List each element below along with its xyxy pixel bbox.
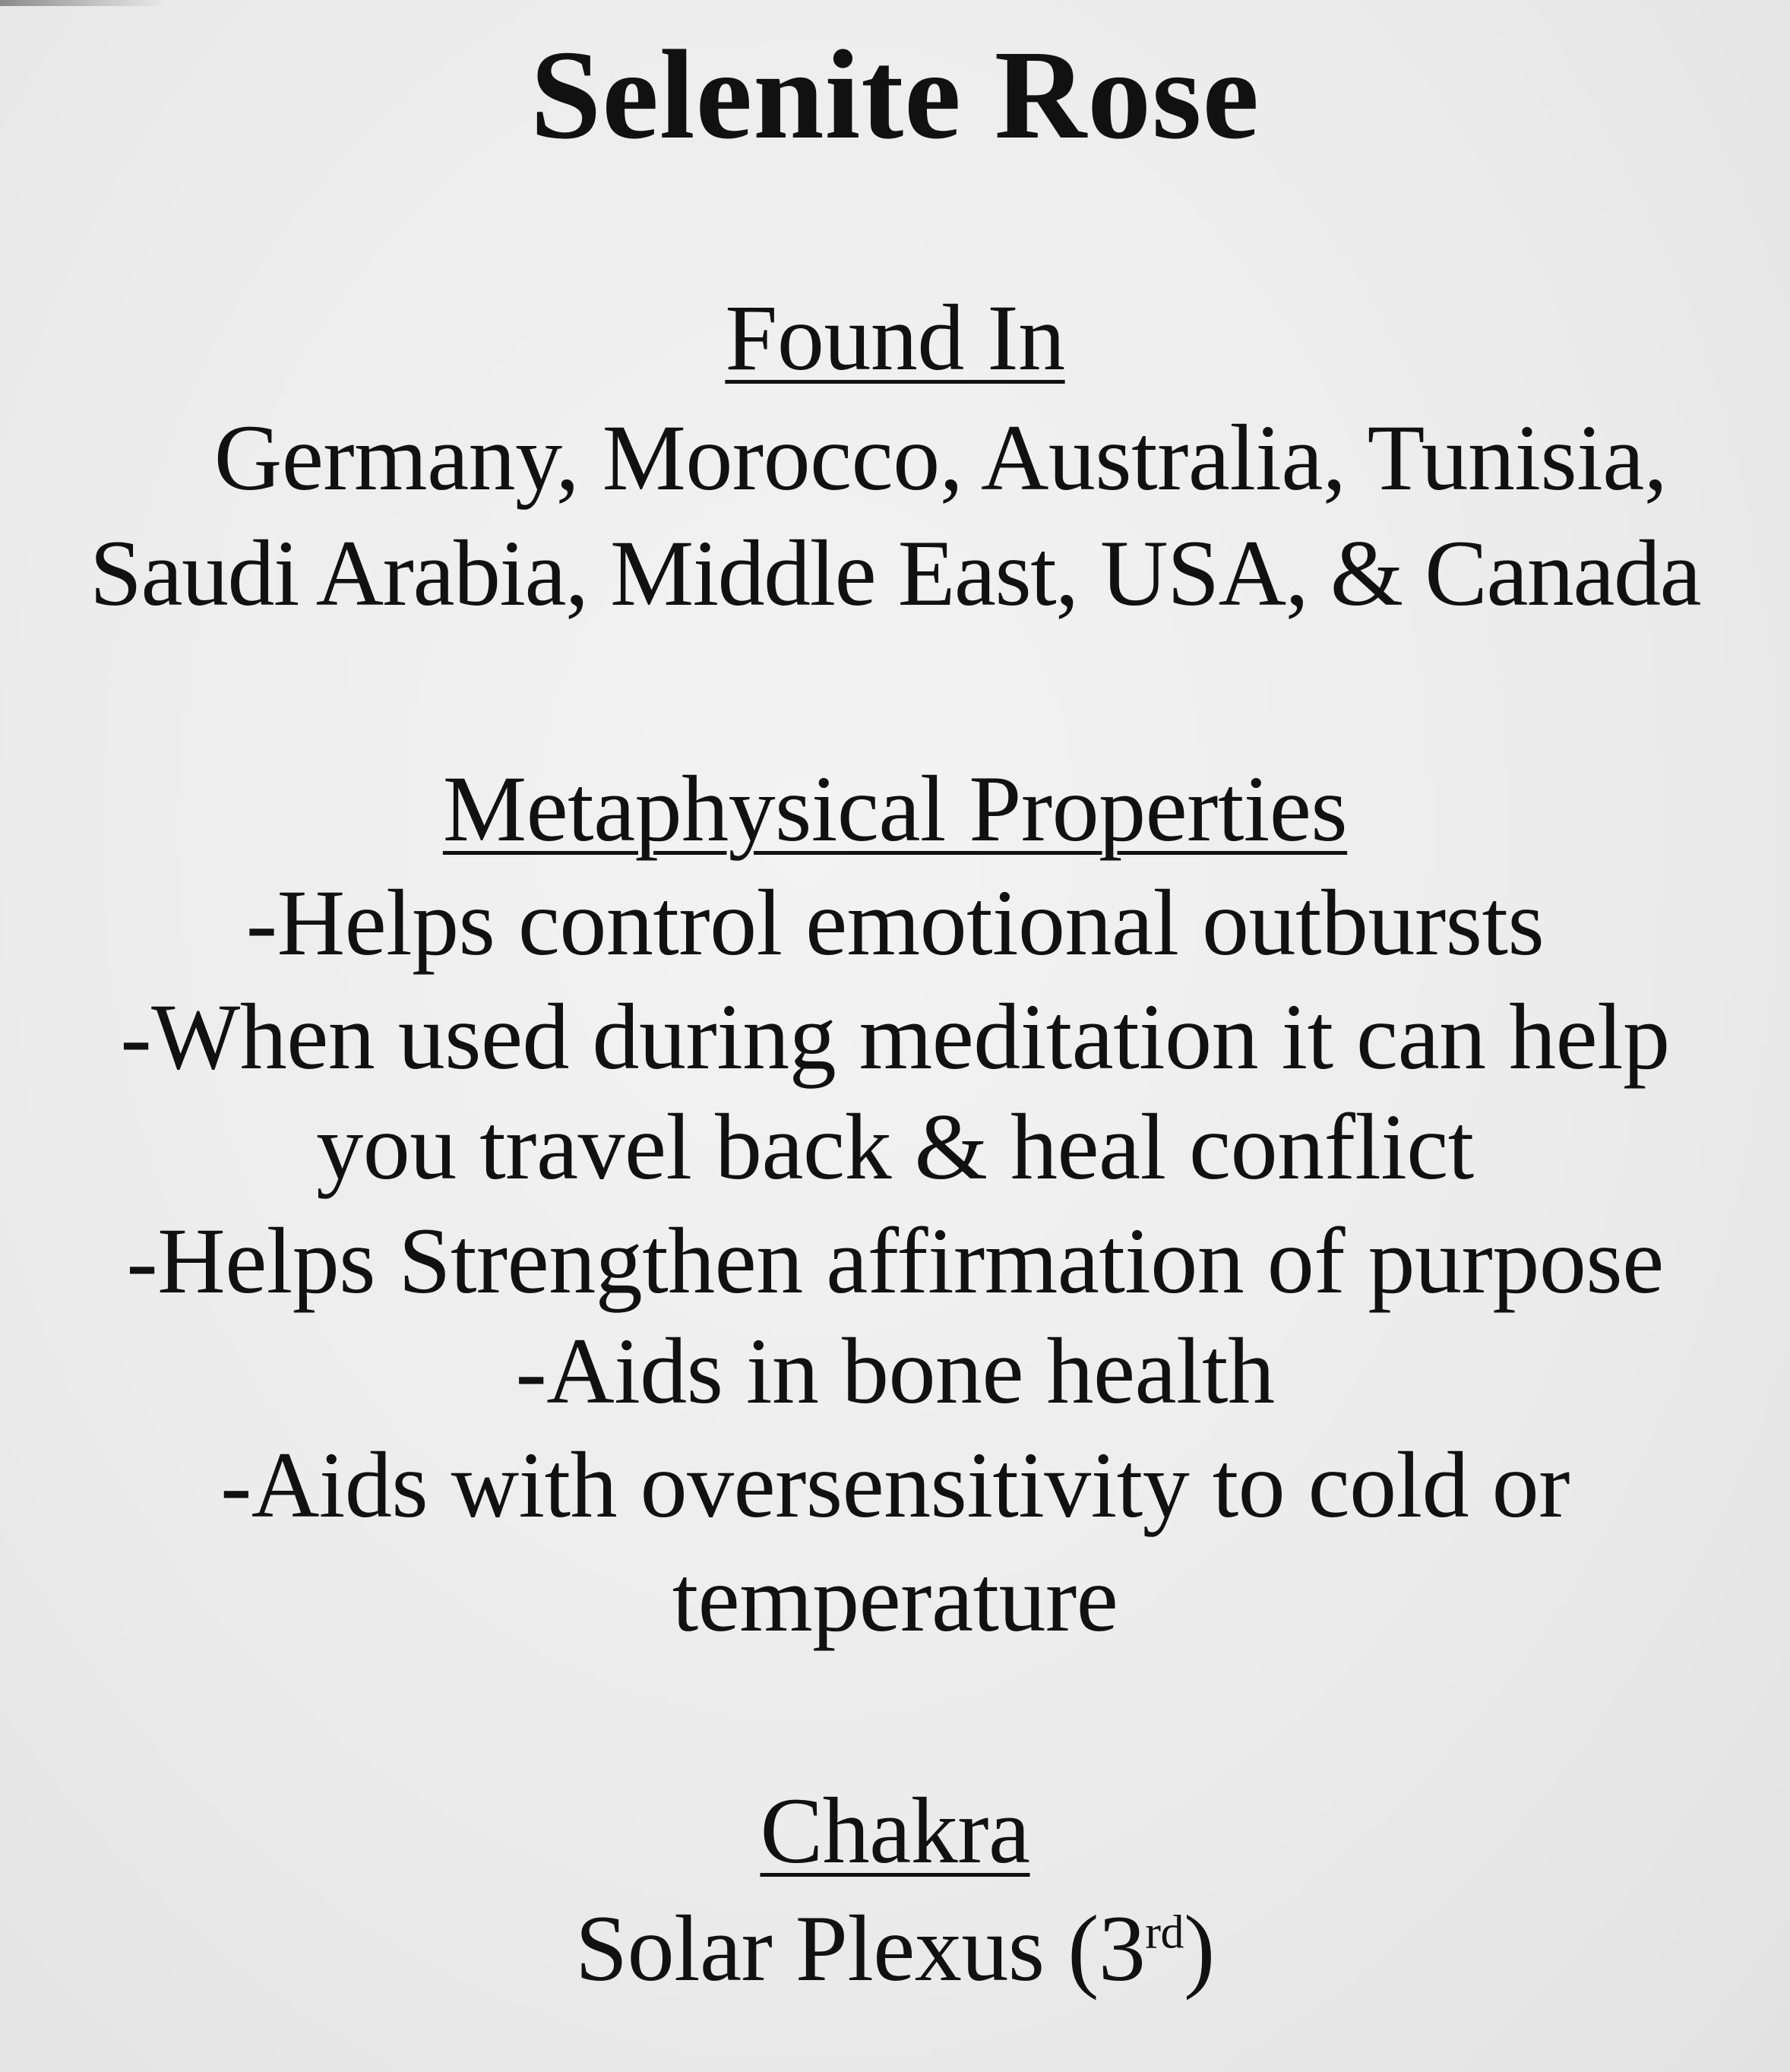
found-in-line-2: Saudi Arabia, Middle East, USA, & Canada: [90, 521, 1700, 625]
metaphysical-heading-text: Metaphysical Properties: [442, 757, 1348, 861]
metaphysical-heading: [0, 752, 1790, 866]
property-line-2: -When used during meditation it can help: [120, 985, 1670, 1089]
found-in-heading: [0, 281, 1790, 395]
chakra-value-text: Solar Plexus (3: [575, 1896, 1146, 2001]
chakra-value-close: ): [1184, 1896, 1215, 2001]
chakra-value: [0, 1892, 1790, 2006]
property-line-7: temperature: [672, 1547, 1118, 1651]
chakra-heading-text: Chakra: [760, 1779, 1030, 1883]
card-title: Selenite Rose: [530, 24, 1260, 166]
chakra-value-superscript: rd: [1145, 1906, 1184, 1959]
property-line-4: -Helps Strengthen affirmation of purpose: [126, 1209, 1664, 1313]
card-edge-shadow: [0, 0, 167, 6]
chakra-heading: [0, 1774, 1790, 1888]
property-line-6: -Aids with oversensitivity to cold or: [220, 1433, 1570, 1537]
property-line-3: you travel back & heal conflict: [316, 1095, 1474, 1199]
property-line-5: -Aids in bone health: [515, 1319, 1275, 1423]
found-in-heading-text: Found In: [725, 286, 1065, 390]
property-line-1: -Helps control emotional outbursts: [245, 871, 1545, 975]
found-in-line-1: Germany, Morocco, Australia, Tunisia,: [213, 406, 1668, 510]
